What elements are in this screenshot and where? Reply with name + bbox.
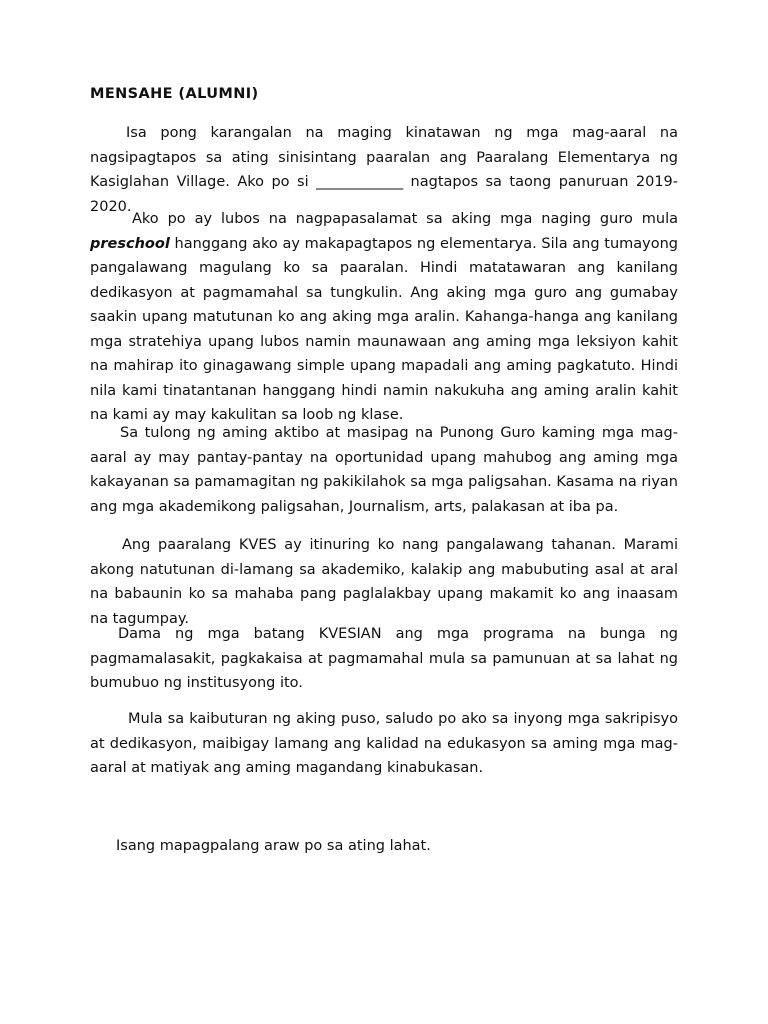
paragraph-intro	[90, 121, 678, 219]
paragraph-thanks	[90, 707, 678, 781]
paragraph-principal-text: Sa tulong ng aming aktibo at masipag na Punong Guro kaming mga mag-aaral ay may pantay-pantay na oportunidad upang mahubog ang aming mga kakayanan sa pamamagitan ng pakikilahok sa mga paligsahan. Kasama na riyan ang mga akademikong paligsahan, Journalism, arts, palakasan at iba pa.	[90, 425, 678, 515]
paragraph-gratitude-text-end: hanggang ako ay makapagtapos ng elementarya. Sila ang tumayong pangalawang magulang ko sa paaralan. Hindi matatawaran ang kanilang dedikasyon at pagmamahal sa tungkulin. Ang aking mga guro ang gumabay saakin upang matutunan ko ang aking mga aralin. Kahanga-hanga ang kanilang mga stratehiya upang lubos namin maunawaan ang aming mga leksiyon kahit na mahirap ito ginagawang simple upang mapadali ang aming pagkatuto. Hindi nila kami tinatantanan hanggang hindi namin nakukuha ang aming aralin kahit na kami ay may kakulitan sa loob ng klase.	[90, 235, 678, 423]
paragraph-kvesian	[90, 622, 678, 696]
emphasized-word-preschool: preschool	[90, 235, 170, 252]
document-title: MENSAHE (ALUMNI)	[90, 86, 259, 102]
paragraph-gratitude-text-start: Ako po ay lubos na nagpapasalamat sa aking mga naging guro mula	[132, 211, 678, 227]
paragraph-thanks-text: Mula sa kaibuturan ng aking puso, saludo po ako sa inyong mga sakripisyo at dedikasyon, maibigay lamang ang kalidad na edukasyon sa aming mga mag-aaral at matiyak ang aming magandang kinabukasan.	[90, 711, 678, 776]
paragraph-school-home-text: Ang paaralang KVES ay itinuring ko nang pangalawang tahanan. Marami akong natutunan di-lamang sa akademiko, kalakip ang mabubuting asal at aral na babaunin ko sa mahaba pang paglalakbay upang makamit ko ang inaasam na tagumpay.	[90, 537, 678, 627]
paragraph-gratitude	[90, 207, 678, 428]
paragraph-principal	[90, 421, 678, 519]
paragraph-intro-text: Isa pong karangalan na maging kinatawan ng mga mag-aaral na nagsipagtapos sa ating sinisintang paaralan ang Paaralang Elementarya ng Kasiglahan Village. Ako po si ____________ nagtapos sa taong panuruan 2019-2020.	[90, 125, 678, 215]
paragraph-kvesian-text: Dama ng mga batang KVESIAN ang mga programa na bunga ng pagmamalasakit, pagkakaisa at pagmamahal mula sa pamunuan at sa lahat ng bumubuo ng institusyong ito.	[90, 626, 678, 691]
closing-line: Isang mapagpalang araw po sa ating lahat.	[116, 838, 431, 854]
paragraph-school-home	[90, 533, 678, 631]
